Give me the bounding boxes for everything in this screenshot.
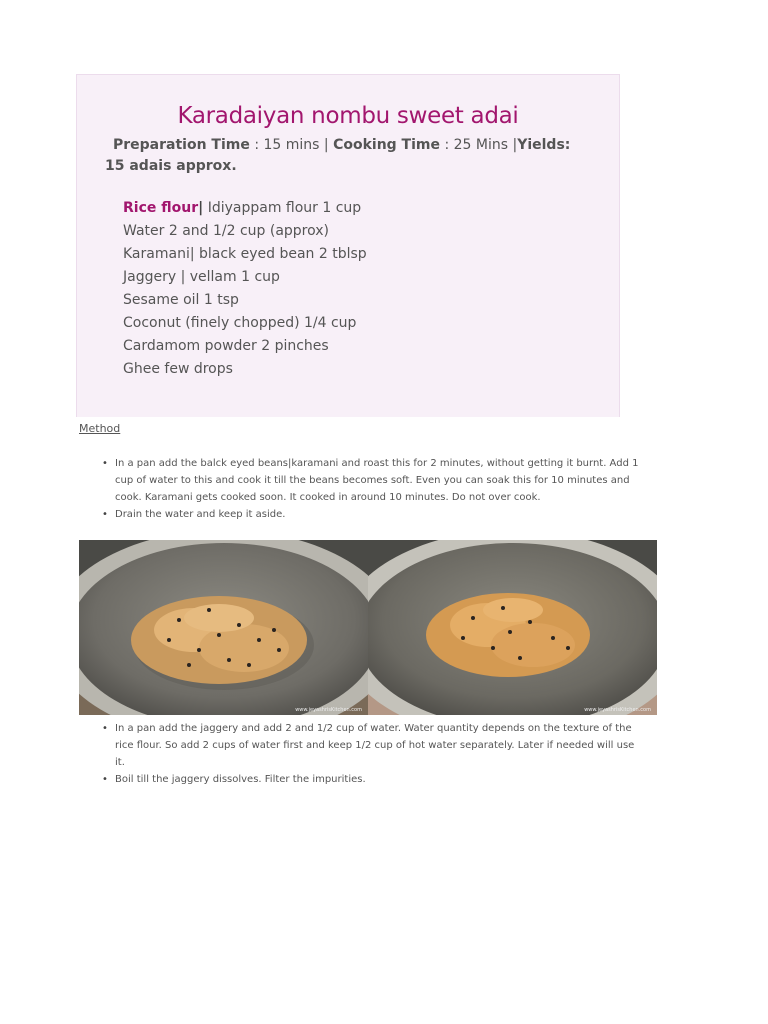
cook-label: Cooking Time (333, 137, 440, 153)
method-steps-before (115, 455, 640, 523)
pan-image (368, 540, 657, 715)
method-heading: Method (79, 422, 121, 435)
ingredient-item: Coconut (finely chopped) 1/4 cup (123, 315, 357, 331)
ingredient-item (123, 197, 367, 220)
prep-label: Preparation Time (113, 137, 250, 153)
ingredient-highlight: Rice flour (123, 200, 199, 216)
method-step: • In a pan add the jaggery and add 2 and 1/2 cup of water. Water quantity depends on the texture of the rice flour. So add 2 cups of water first and keep 1/2 cup of hot water separately. Later if needed will use it. (115, 720, 640, 771)
pan-image (79, 540, 368, 715)
method-step: • Drain the water and keep it aside. (115, 506, 640, 523)
ingredient-item: Sesame oil 1 tsp (123, 292, 239, 308)
ingredient-item: Ghee few drops (123, 361, 233, 377)
ingredient-separator: | (198, 200, 204, 216)
ingredient-item: Karamani| black eyed bean 2 tblsp (123, 246, 367, 262)
prep-value: : 15 mins (249, 137, 320, 153)
cook-value: : 25 Mins | (440, 137, 518, 153)
photo-beans-cooked (368, 540, 657, 715)
photo-watermark: www.jeyashrisKitchen.com (295, 707, 362, 713)
beans-cluster (131, 596, 307, 684)
beans-cluster (426, 593, 590, 677)
yields: Yields: 15 adais approx. (105, 137, 571, 174)
ingredient-item: Cardamom powder 2 pinches (123, 338, 329, 354)
method-step: • In a pan add the balck eyed beans|karamani and roast this for 2 minutes, without getting it burnt. Add 1 cup of water to this and cook it till the beans becomes soft. Even you can soak this for 10 minutes and cook. Karamani gets cooked soon. It cooked in around 10 minutes. Do not over cook. (115, 455, 640, 506)
ingredient-list (123, 197, 367, 381)
recipe-card (76, 74, 620, 417)
photo-row (79, 540, 657, 715)
ingredient-item: Jaggery | vellam 1 cup (123, 269, 280, 285)
recipe-title: Karadaiyan nombu sweet adai (177, 103, 519, 129)
ingredient-item: Water 2 and 1/2 cup (approx) (123, 223, 330, 239)
method-step: • Boil till the jaggery dissolves. Filter the impurities. (115, 771, 640, 788)
method-steps-after (115, 720, 640, 788)
ingredient-text: Idiyappam flour 1 cup (203, 200, 362, 216)
photo-watermark: www.jeyashrisKitchen.com (584, 707, 651, 713)
photo-beans-roasting (79, 540, 368, 715)
recipe-meta: Preparation Time : 15 mins | Cooking Time : 25 Mins |Yields: 15 adais approx. (105, 137, 571, 174)
